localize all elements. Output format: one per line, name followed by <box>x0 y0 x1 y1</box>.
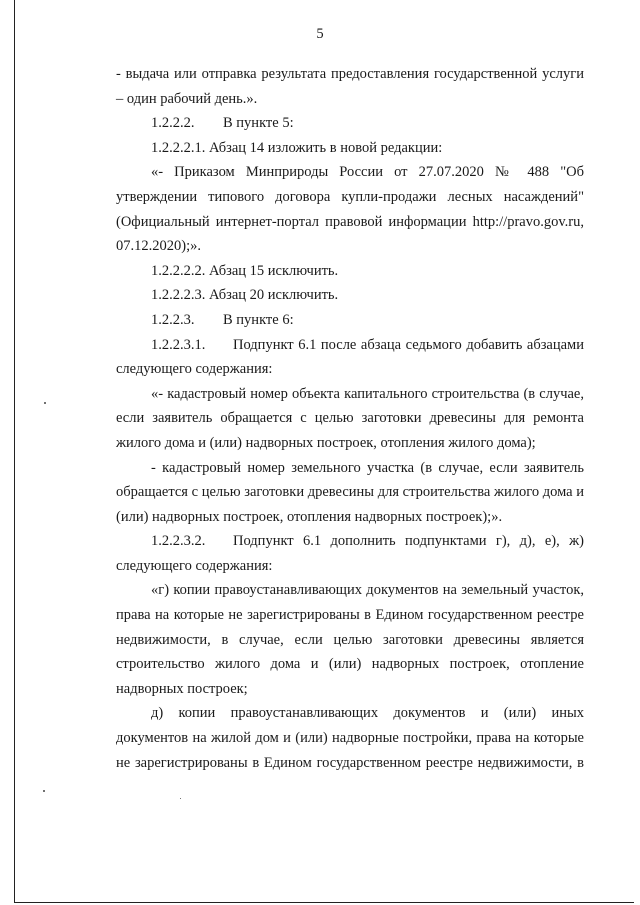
paragraph-text: «- кадастровый номер объекта капитального строительства (в случае, если заявитель обращается с целью заготовки древесины для ремонта жилого дома и (или) надворных построек, отопления жилого дома); <box>116 385 584 451</box>
scan-speck <box>180 798 181 799</box>
clause-number: 1.2.2.3. <box>151 311 195 328</box>
paragraph <box>116 111 584 136</box>
paragraph-text: - выдача или отправка результата предоставления государственной услуги – один рабочий день.». <box>116 66 584 107</box>
paragraph <box>116 308 584 333</box>
paragraph-text: 1.2.2.2.3. Абзац 20 исключить. <box>151 287 339 304</box>
paragraph <box>116 382 584 456</box>
scan-speck <box>44 402 46 404</box>
document-body <box>116 62 584 775</box>
paragraph <box>116 283 584 308</box>
clause-number: 1.2.2.3.2. <box>151 533 206 550</box>
paragraph <box>116 456 584 530</box>
paragraph-text: «г) копии правоустанавливающих документов на земельный участок, права на которые не зарегистрированы в Едином государственном реестре недвижимости, в случае, если целью заготовки древесины является строительство жилого дома и (или) надворных построек, отопление надворных построек; <box>116 582 584 697</box>
paragraph-text: 1.2.2.2.2. Абзац 15 исключить. <box>151 262 339 279</box>
paragraph <box>116 701 584 775</box>
page-number: 5 <box>316 26 324 42</box>
paragraph-text: - кадастровый номер земельного участка (в случае, если заявитель обращается с целью заготовки древесины для строительства жилого дома и (или) надворных построек, отопления надворных построек);». <box>116 459 584 525</box>
paragraph <box>116 259 584 284</box>
paragraph-text: В пункте 5: <box>223 115 294 132</box>
paragraph <box>116 578 584 701</box>
paragraph-text: д) копии правоустанавливающих документов и (или) иных документов на жилой дом и (или) надворные постройки, права на которые не зарегистрированы в Едином государственном реестре недвижимости, в <box>116 705 584 771</box>
paragraph <box>116 529 584 578</box>
paragraph-text: «- Приказом Минприроды России от 27.07.2020 № 488 "Об утверждении типового договора купли-продажи лесных насаждений" (Официальный интернет-портал правовой информации http://pravo.gov.ru, 07.12.2020);». <box>116 164 584 255</box>
paragraph-text: Подпункт 6.1 после абзаца седьмого добавить абзацами следующего содержания: <box>116 336 584 378</box>
paragraph-text: Подпункт 6.1 дополнить подпунктами г), д), е), ж) следующего содержания: <box>116 533 584 574</box>
paragraph <box>116 333 584 382</box>
scan-speck <box>43 790 45 792</box>
paragraph-text: 1.2.2.2.1. Абзац 14 изложить в новой редакции: <box>151 139 443 156</box>
clause-number: 1.2.2.2. <box>151 115 195 132</box>
clause-number: 1.2.2.3.1. <box>151 336 206 353</box>
paragraph <box>116 136 584 161</box>
paragraph-text: В пункте 6: <box>223 311 294 328</box>
paragraph <box>116 160 584 258</box>
paragraph <box>116 62 584 111</box>
